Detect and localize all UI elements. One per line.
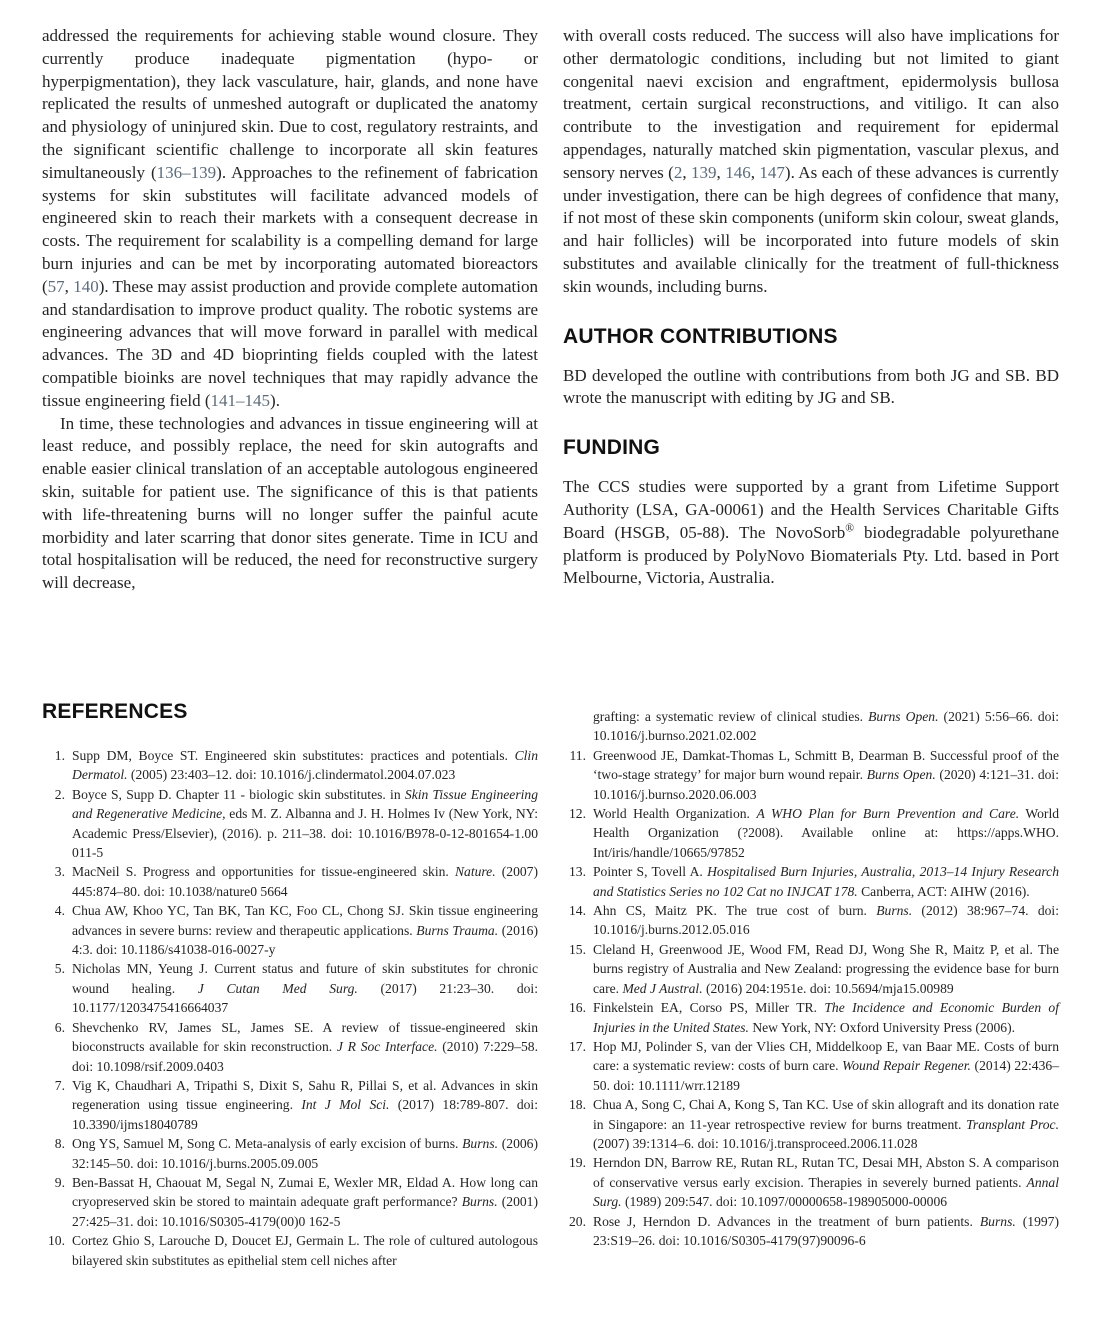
italic-text: The Incidence and Economic Burden of Injuries in the United States. [593, 1000, 1060, 1035]
reference-number: 8. [54, 1136, 65, 1152]
text-run: biodegradable polyurethane platform is produced by PolyNovo Biomaterials Pty. Ltd. based in Port Melbourne, Victoria, Australia. [563, 522, 1059, 588]
reference-text [72, 959, 538, 1017]
citation-link[interactable]: 147 [759, 162, 785, 182]
italic-text: Clin Dermatol. [72, 748, 538, 783]
text-run: Cleland H, Greenwood JE, Wood FM, Read DJ, Wong She R, Maitz P, et al. The burns registry of Australia and New Zealand: progressing the evidence base for burn care. [593, 941, 1059, 996]
reference-item [563, 1037, 1059, 1095]
text-run: , [682, 162, 692, 182]
reference-number: 10. [48, 1233, 65, 1249]
reference-text [593, 998, 1059, 1037]
text-run: MacNeil S. Progress and opportunities for tissue-engineered skin. [72, 864, 455, 880]
reference-item [563, 998, 1059, 1037]
references-section-right [563, 707, 1059, 1250]
text-run: Vig K, Chaudhari A, Tripathi S, Dixit S, Sahu R, Pillai S, et al. Advances in skin regeneration using tissue engineering. [72, 1077, 538, 1113]
text-run: ). These may assist production and provide complete automation and standardisation to improve product quality. The robotic systems are engineering advances that will move forward in parallel with medical advances. The 3D and 4D bioprinting fields coupled with the latest compatible bioinks are novel techniques that may rapidly advance the tissue engineering field ( [42, 276, 538, 410]
text-run: Pointer S, Tovell A. [593, 864, 708, 880]
text-run: ). As each of these advances is currently under investigation, there can be high degrees of confidence that many, if not most of these skin components (uniform skin colour, sweat glands, and hair follicles) will be incorporated into future models of skin substitutes and available clinically for the treatment of full-thickness skin wounds, including burns. [563, 162, 1060, 296]
body-paragraph [42, 413, 538, 595]
reference-number: 12. [569, 806, 586, 822]
text-run: Greenwood JE, Damkat-Thomas L, Schmitt B, Dearman B. Successful proof of the ‘two-stage strategy’ for major burn wound repair. [593, 747, 1059, 783]
citation-link[interactable]: 136–139 [156, 162, 217, 182]
italic-text: J Cutan Med Surg. [197, 980, 358, 996]
text-run: (2017) 21:23–30. doi: 10.1177/1203475416664037 [72, 980, 538, 1016]
reference-number: 16. [569, 1000, 586, 1016]
reference-number [563, 707, 593, 746]
text-run: The CCS studies were supported by a grant from Lifetime Support Authority (LSA, GA-00061) and the Health Services Charitable Gifts Board (HSGB, 05-88). The NovoSorb [563, 477, 1059, 542]
text-run: Ong YS, Samuel M, Song C. Meta-analysis of early excision of burns. [72, 1136, 463, 1152]
reference-item [563, 746, 1059, 804]
reference-item [563, 1153, 1059, 1211]
text-run: Ahn CS, Maitz PK. The true cost of burn. [593, 903, 877, 919]
text-run: Herndon DN, Barrow RE, Rutan RL, Rutan TC, Desai MH, Abston S. A comparison of conservative versus early excision. Therapies in severely burned patients. [593, 1155, 1059, 1190]
text-run: ). Approaches to the refinement of fabrication systems for skin substitutes will facilitate advanced models of engineered skin to reach their markets with a consequent decrease in costs. The requirement for scalability is a compelling demand for large burn injuries and can be met by incorporating automated bioreactors ( [42, 162, 538, 296]
reference-item [42, 1134, 538, 1173]
text-run: (2016) 4:3. doi: 10.1186/s41038-016-0027-y [72, 922, 538, 958]
text-run: , [716, 162, 726, 182]
citation-link[interactable]: 140 [73, 276, 99, 296]
text-run: BD developed the outline with contributions from both JG and SB. BD wrote the manuscript with editing by JG and SB. [563, 365, 1059, 408]
reference-number: 11. [569, 747, 586, 763]
text-run: ). [270, 390, 280, 410]
italic-text: Wound Repair Regener. [842, 1058, 971, 1074]
reference-number: 19. [569, 1155, 586, 1171]
text-run: addressed the requirements for achieving stable wound closure. They currently produce inadequate pigmentation (hypo- or hyperpigmentation), they lack vasculature, hair, glands, and none have replicated the results of unmeshed autograft or duplicated the anatomy and physiology of uninjured skin. Due to cost, regulatory restraints, and the significant scientific challenge to incorporate all skin features simultaneously ( [42, 26, 538, 182]
text-run: (2017) 18:789-807. doi: 10.3390/ijms18040789 [72, 1097, 538, 1132]
text-run: (2021) 5:56–66. doi: 10.1016/j.burnso.2021.02.002 [593, 709, 1059, 744]
citation-link[interactable]: 141–145 [210, 390, 271, 410]
text-run: Cortez Ghio S, Larouche D, Doucet EJ, Germain L. The role of cultured autologous bilayered skin substitutes as epithelial stem cell niches after [72, 1233, 538, 1268]
reference-text [72, 1076, 538, 1134]
italic-text: Burns Open. [866, 767, 936, 783]
text-run: with overall costs reduced. The success will also have implications for other dermatologic conditions, including but not limited to giant congenital naevi excision and engraftment, epidermolysis bullosa treatment, certain surgical reconstructions, and vitiligo. It can also contribute to the investigation and requirement for epidermal appendages, naturally matched skin pigmentation, vascular plexus, and sensory nerves ( [563, 26, 1059, 182]
text-run: , eds M. Z. Albanna and J. H. Holmes Iv (New York, NY: Academic Press/Elsevier), (2016). p. 211–38. doi: 10.1016/B978-0-12-801654-1.00 011-5 [72, 806, 538, 861]
text-run: (2007) 445:874–80. doi: 10.1038/nature0 5664 [72, 864, 539, 899]
text-run: (2012) 38:967–74. doi: 10.1016/j.burns.2012.05.016 [593, 903, 1059, 938]
superscript-text: ® [845, 521, 855, 535]
reference-text [72, 901, 538, 959]
reference-text [593, 707, 1059, 746]
text-run: Nicholas MN, Yeung J. Current status and future of skin substitutes for chronic wound healing. [72, 961, 538, 996]
italic-text: Transplant Proc. [966, 1116, 1059, 1132]
reference-item [42, 1173, 538, 1231]
text-run: Ben-Bassat H, Chaouat M, Segal N, Zumai E, Wexler MR, Eldad A. How long can cryopreserved skin be stored to maintain adequate graft performance? [72, 1174, 538, 1210]
text-run: Rose J, Herndon D. Advances in the treatment of burn patients. [593, 1213, 980, 1229]
italic-text: Hospitalised Burn Injuries, Australia, 2013–14 Injury Research and Statistics Series no 102 Cat no INJCAT 178. [593, 864, 1059, 899]
reference-number: 18. [569, 1097, 586, 1113]
text-run: , [750, 162, 760, 182]
reference-text [72, 1018, 538, 1076]
references-heading: REFERENCES [42, 700, 188, 723]
reference-item [563, 862, 1059, 901]
funding-heading: FUNDING [563, 436, 661, 460]
reference-number: 1. [54, 748, 65, 763]
italic-text: Burns. [461, 1194, 498, 1210]
reference-item [563, 1095, 1059, 1153]
reference-text [593, 940, 1059, 998]
body-left-column [42, 25, 538, 595]
text-run: , [64, 276, 74, 296]
body-paragraph [563, 25, 1059, 299]
reference-item [42, 785, 538, 863]
text-run: Chua AW, Khoo YC, Tan BK, Tan KC, Foo CL, Chong SJ. Skin tissue engineering advances in severe burns: review and therapeutic applications. [72, 903, 538, 938]
citation-link[interactable]: 57 [47, 276, 65, 296]
citation-link[interactable]: 139 [691, 162, 717, 182]
reference-text [593, 1153, 1059, 1211]
references-section-left [42, 700, 538, 1270]
italic-text: Skin Tissue Engineering and Regenerative Medicine [72, 786, 538, 822]
reference-number: 13. [569, 864, 586, 880]
text-run: Shevchenko RV, James SL, James SE. A review of tissue-engineered skin bioconstructs available for skin reconstruction. [72, 1019, 538, 1055]
reference-item [42, 1018, 538, 1076]
reference-text [72, 785, 538, 863]
italic-text: Burns Trauma. [416, 922, 499, 938]
reference-number: 4. [54, 903, 65, 919]
funding-paragraph [563, 476, 1059, 590]
italic-text: J R Soc Interface. [336, 1039, 438, 1055]
italic-text: Int J Mol Sci. [301, 1097, 390, 1113]
text-run: (2005) 23:403–12. doi: 10.1016/j.clindermatol.2004.07.023 [127, 767, 456, 783]
text-run: (1997) 23:S19–26. doi: 10.1016/S0305-4179(97)90096-6 [593, 1213, 1060, 1248]
reference-text [593, 1037, 1059, 1095]
reference-text [72, 746, 538, 785]
reference-continuation [563, 707, 1059, 746]
text-run: Supp DM, Boyce ST. Engineered skin substitutes: practices and potentials. [72, 748, 515, 763]
reference-number: 6. [54, 1019, 65, 1035]
italic-text: Nature. [454, 864, 496, 880]
text-run: Chua A, Song C, Chai A, Kong S, Tan KC. Use of skin allograft and its donation rate in Singapore: an 11-year retrospective review for burns treatment. [593, 1097, 1059, 1132]
text-run: In time, these technologies and advances in tissue engineering will at least reduce, and possibly replace, the need for skin autografts and enable easier clinical translation of an acceptable autologous engineered skin, suitable for patient use. The significance of this is that patients with life-threatening burns will no longer suffer the painful acute morbidity and later scarring that donor sites generate. Time in ICU and total hospitalisation will be reduced, the need for reconstructive surgery will decrease, [42, 413, 538, 593]
reference-number: 9. [54, 1174, 65, 1190]
reference-item [42, 1231, 538, 1270]
text-run: World Health Organization. [593, 806, 757, 822]
reference-text [593, 804, 1059, 862]
text-run: New York, NY: Oxford University Press (2006). [748, 1019, 1016, 1035]
reference-text [72, 1134, 538, 1173]
reference-item [42, 901, 538, 959]
reference-number: 20. [569, 1213, 586, 1229]
reference-item [563, 804, 1059, 862]
text-run: (2001) 27:425–31. doi: 10.1016/S0305-4179(00)0 162-5 [72, 1194, 539, 1229]
italic-text: Burns. [979, 1213, 1016, 1229]
reference-number: 15. [569, 941, 586, 957]
reference-number: 2. [54, 786, 65, 802]
reference-item [563, 901, 1059, 940]
text-run: (2010) 7:229–58. doi: 10.1098/rsif.2009.0403 [72, 1039, 538, 1074]
italic-text: Burns. [462, 1136, 499, 1152]
italic-text: A WHO Plan for Burn Prevention and Care. [756, 806, 1020, 822]
reference-text [72, 1173, 538, 1231]
reference-number: 14. [569, 903, 586, 919]
reference-item [42, 746, 538, 785]
references-list-right [563, 746, 1059, 1251]
citation-link[interactable]: 146 [725, 162, 751, 182]
reference-item [42, 862, 538, 901]
text-run: Finkelstein EA, Corso PS, Miller TR. [593, 1000, 825, 1016]
italic-text: Burns. [876, 903, 913, 919]
text-run: Hop MJ, Polinder S, van der Vlies CH, Middelkoop E, van Baar ME. Costs of burn care: a systematic review: costs of burn care. [593, 1038, 1059, 1074]
author-contributions-heading: AUTHOR CONTRIBUTIONS [563, 324, 838, 348]
reference-item [563, 1212, 1059, 1251]
reference-number: 7. [54, 1077, 65, 1093]
reference-number: 5. [54, 961, 65, 977]
text-run: Boyce S, Supp D. Chapter 11 - biologic skin substitutes. in [72, 786, 405, 802]
text-run: (1989) 209:547. doi: 10.1097/00000658-198905000-00006 [621, 1194, 948, 1210]
reference-text [72, 1231, 538, 1270]
text-run: (2014) 22:436–50. doi: 10.1111/wrr.12189 [593, 1058, 1059, 1093]
author-contributions-paragraph [563, 365, 1059, 411]
reference-text [72, 862, 538, 901]
reference-number: 3. [54, 864, 65, 880]
text-run: (2006) 32:145–50. doi: 10.1016/j.burns.2005.09.005 [72, 1136, 538, 1171]
body-right-column [563, 25, 1059, 590]
citation-link[interactable]: 2 [673, 162, 683, 182]
italic-text: Med J Austral. [622, 980, 703, 996]
reference-text [593, 1095, 1059, 1153]
italic-text: Burns Open. [868, 709, 939, 724]
references-list-left [42, 746, 538, 1270]
reference-item [42, 1076, 538, 1134]
reference-number: 17. [569, 1038, 586, 1054]
text-run: grafting: a systematic review of clinical studies. [593, 709, 869, 724]
text-run: (2016) 204:1951e. doi: 10.5694/mja15.00989 [702, 980, 954, 996]
body-paragraph [42, 25, 538, 413]
text-run: Canberra, ACT: AIHW (2016). [857, 883, 1030, 899]
text-run: (2007) 39:1314–6. doi: 10.1016/j.transproceed.2006.11.028 [593, 1135, 918, 1151]
reference-text [593, 862, 1059, 901]
text-run: World Health Organization (?2008). Available online at: https://apps.WHO. Int/iris/handle/10665/97852 [593, 806, 1060, 860]
italic-text: Annal Surg. [593, 1174, 1059, 1210]
reference-item [563, 940, 1059, 998]
text-run: (2020) 4:121–31. doi: 10.1016/j.burnso.2020.06.003 [593, 767, 1059, 802]
reference-text [593, 901, 1059, 940]
reference-text [593, 746, 1059, 804]
reference-item [42, 959, 538, 1017]
reference-text [593, 1212, 1059, 1251]
